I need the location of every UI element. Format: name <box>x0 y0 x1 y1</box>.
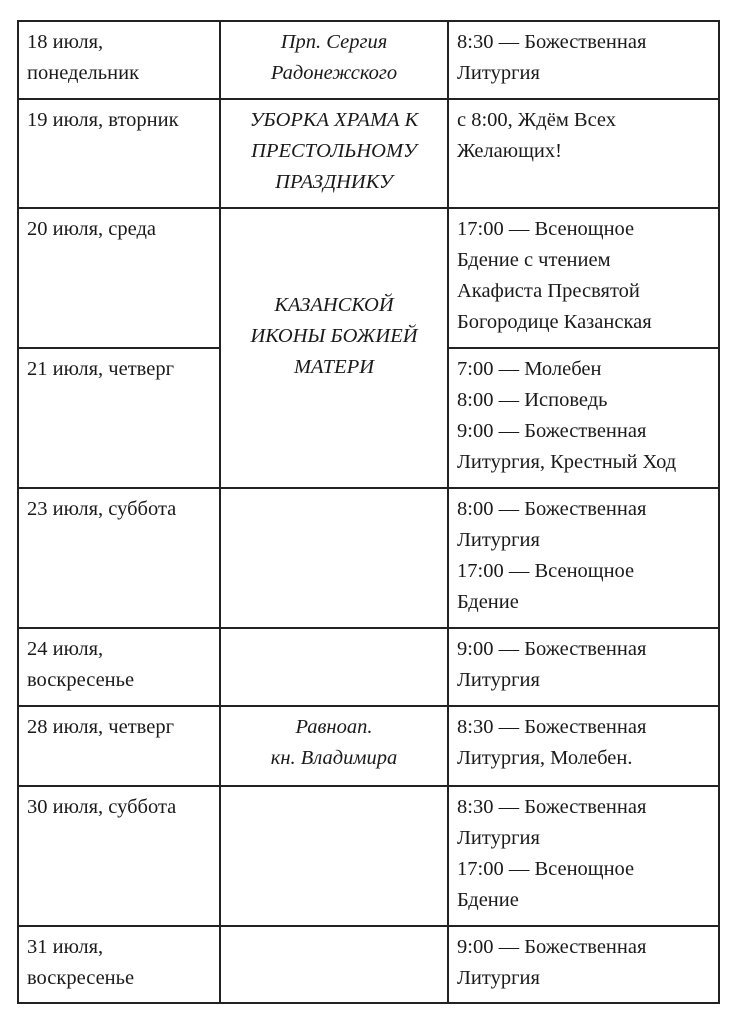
services-cell <box>448 786 719 926</box>
feast-text: МАТЕРИ <box>293 355 375 378</box>
service-text: 7:00 — Молебен <box>457 358 602 380</box>
feast-cell <box>220 706 448 786</box>
table-row <box>18 208 719 348</box>
feast-text: ПРАЗДНИКУ <box>275 171 393 193</box>
date-cell <box>18 99 220 208</box>
service-text: 17:00 — Всенощное <box>457 218 635 240</box>
service-text: Литургия, Крестный Ход <box>457 451 677 473</box>
service-text: Акафиста Пресвятой <box>457 280 640 302</box>
feast-cell <box>220 628 448 706</box>
service-text: Богородице Казанская <box>457 311 652 333</box>
feast-cell <box>220 208 448 488</box>
feast-text: УБОРКА ХРАМА К <box>249 109 419 131</box>
date-text: 18 июля, <box>27 31 104 53</box>
services-cell <box>448 628 719 706</box>
services-cell <box>448 21 719 99</box>
date-text: понедельник <box>27 62 140 84</box>
service-text: Литургия <box>457 967 540 989</box>
service-text: 8:30 — Божественная <box>457 716 647 738</box>
service-text: 17:00 — Всенощное <box>457 560 635 582</box>
feast-cell <box>220 488 448 628</box>
date-cell <box>18 21 220 99</box>
date-cell <box>18 488 220 628</box>
date-text: 21 июля, четверг <box>27 358 174 380</box>
service-text: с 8:00, Ждём Всех <box>457 109 617 131</box>
date-text: 23 июля, суббота <box>27 498 177 520</box>
service-text: 9:00 — Божественная <box>457 936 647 958</box>
service-text: Бдение <box>457 889 519 911</box>
service-text: 9:00 — Божественная <box>457 420 647 442</box>
date-cell <box>18 208 220 348</box>
date-text: воскресенье <box>27 669 135 691</box>
feast-text: ПРЕСТОЛЬНОМУ <box>251 140 417 162</box>
service-text: Литургия <box>457 62 540 84</box>
feast-cell <box>220 99 448 208</box>
service-text: 8:00 — Исповедь <box>457 389 608 411</box>
services-cell <box>448 926 719 1003</box>
services-cell <box>448 99 719 208</box>
service-text: 8:00 — Божественная <box>457 498 647 520</box>
service-text: Литургия <box>457 827 540 849</box>
feast-text: КАЗАНСКОЙ <box>274 293 394 316</box>
feast-text: Радонежского <box>270 62 398 84</box>
date-text: 31 июля, <box>27 936 104 958</box>
table-row <box>18 706 719 786</box>
schedule-table <box>17 20 720 1004</box>
services-cell <box>448 706 719 786</box>
date-cell <box>18 786 220 926</box>
feast-cell <box>220 786 448 926</box>
feast-text: Равноап. <box>295 716 373 738</box>
table-row <box>18 786 719 926</box>
services-cell <box>448 208 719 348</box>
table-row <box>18 488 719 628</box>
date-cell <box>18 348 220 488</box>
service-text: Литургия <box>457 669 540 691</box>
service-text: 8:30 — Божественная <box>457 796 647 818</box>
table-row <box>18 99 719 208</box>
feast-cell <box>220 21 448 99</box>
date-text: 28 июля, четверг <box>27 716 174 738</box>
date-cell <box>18 628 220 706</box>
table-row <box>18 926 719 1003</box>
table-row <box>18 628 719 706</box>
date-text: 30 июля, суббота <box>27 796 177 818</box>
date-text: 24 июля, <box>27 638 104 660</box>
service-text: Литургия <box>457 529 540 551</box>
feast-text: кн. Владимира <box>270 747 398 769</box>
services-cell <box>448 488 719 628</box>
service-text: 8:30 — Божественная <box>457 31 647 53</box>
date-cell <box>18 706 220 786</box>
feast-text: Прп. Сергия <box>280 31 388 53</box>
date-text: воскресенье <box>27 967 135 989</box>
table-row <box>18 21 719 99</box>
feast-text: ИКОНЫ БОЖИЕЙ <box>250 324 418 347</box>
date-text: 20 июля, среда <box>27 218 157 240</box>
feast-cell <box>220 926 448 1003</box>
service-text: 17:00 — Всенощное <box>457 858 635 880</box>
service-text: Бдение <box>457 591 519 613</box>
service-text: Литургия, Молебен. <box>457 747 633 769</box>
service-text: 9:00 — Божественная <box>457 638 647 660</box>
service-text: Бдение с чтением <box>457 249 611 271</box>
date-text: 19 июля, вторник <box>27 109 179 131</box>
date-cell <box>18 926 220 1003</box>
services-cell <box>448 348 719 488</box>
service-text: Желающих! <box>457 140 562 162</box>
